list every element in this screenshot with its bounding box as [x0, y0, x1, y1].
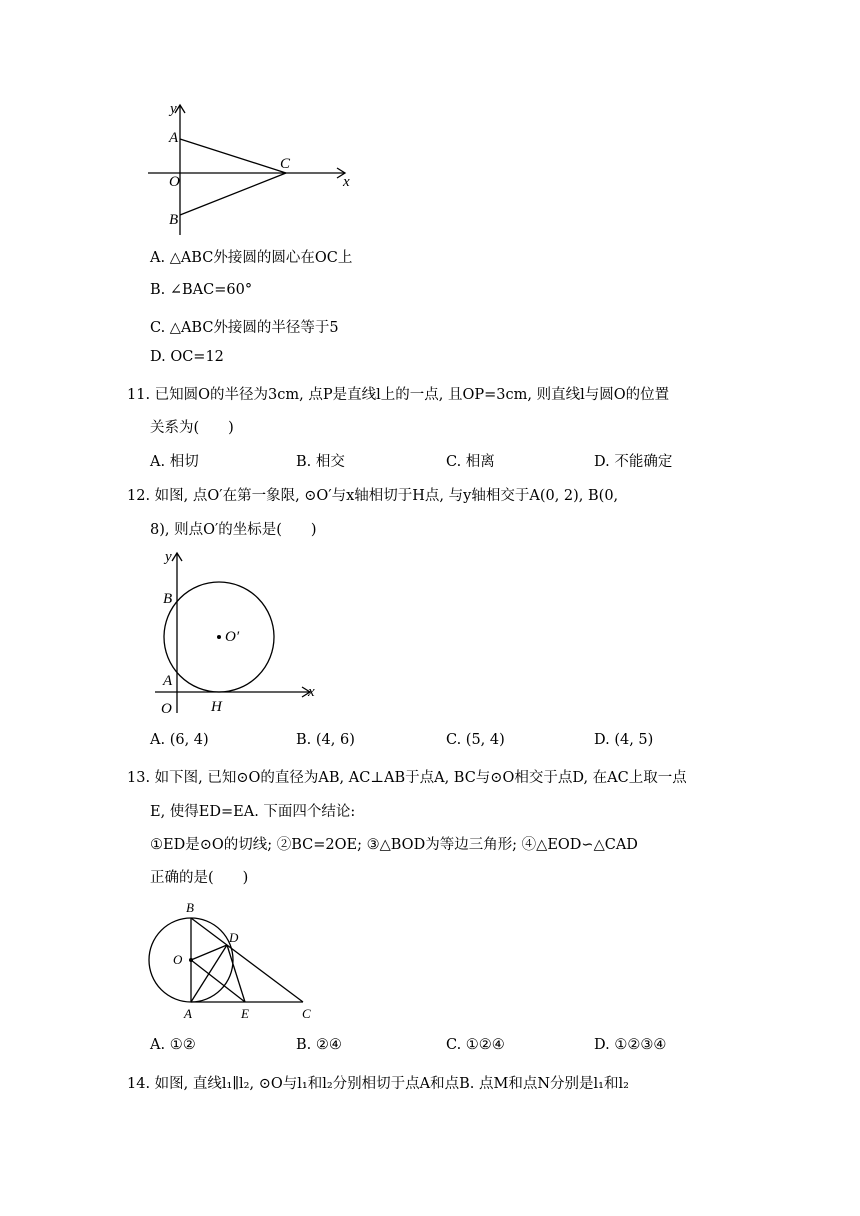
- segment-de: [227, 945, 245, 1002]
- label-o: O: [169, 174, 180, 190]
- label-x: x: [343, 174, 350, 190]
- label-o: O: [173, 952, 183, 967]
- segment-bc: [180, 173, 286, 215]
- label-d: D: [229, 930, 239, 945]
- label-b: B: [186, 900, 194, 915]
- q11-option-a: A. 相切: [150, 454, 199, 470]
- q10-option-c: C. △ABC外接圆的半径等于5: [150, 320, 339, 336]
- q12-option-d: D. (4, 5): [594, 732, 654, 748]
- q12-option-c: C. (5, 4): [446, 732, 505, 748]
- q11-stem-line1: 11. 已知圆O的半径为3cm, 点P是直线l上的一点, 且OP=3cm, 则直线l与圆O的位置: [127, 387, 670, 403]
- label-c: C: [302, 1006, 311, 1021]
- label-a: A: [184, 1006, 192, 1021]
- figure-q12: [145, 545, 335, 725]
- q13-option-b: B. ②④: [296, 1037, 342, 1053]
- q11-stem-line2: 关系为( ): [150, 420, 234, 436]
- q10-option-a: A. △ABC外接圆的圆心在OC上: [150, 250, 353, 266]
- center-o: [189, 958, 193, 962]
- segment-bc: [191, 918, 303, 1002]
- label-x: x: [308, 684, 315, 700]
- label-b: B: [169, 212, 179, 228]
- q11-option-b: B. 相交: [296, 454, 345, 470]
- label-y: y: [165, 549, 172, 565]
- label-y: y: [170, 101, 177, 117]
- q12-stem-line2: 8), 则点O′的坐标是( ): [150, 522, 317, 538]
- label-h: H: [211, 699, 222, 715]
- label-c: C: [280, 156, 291, 172]
- label-e: E: [241, 1006, 249, 1021]
- segment-ac: [180, 139, 286, 173]
- label-a: A: [163, 673, 173, 689]
- q10-option-b: B. ∠BAC=60°: [150, 282, 253, 298]
- label-o: O: [161, 701, 172, 717]
- figure-q10: [140, 95, 370, 245]
- q13-stem-line1: 13. 如下图, 已知⊙O的直径为AB, AC⊥AB于点A, BC与⊙O相交于点D, 在AC上取一点: [127, 770, 687, 786]
- label-a: A: [169, 130, 179, 146]
- q13-option-a: A. ①②: [150, 1037, 196, 1053]
- q11-option-c: C. 相离: [446, 454, 495, 470]
- q13-option-c: C. ①②④: [446, 1037, 505, 1053]
- q13-stem-line4: 正确的是( ): [150, 870, 249, 886]
- q10-option-d: D. OC=12: [150, 349, 224, 365]
- center-o-prime: [217, 635, 221, 639]
- label-o-prime: O′: [225, 629, 240, 645]
- segment-oe: [191, 960, 245, 1002]
- figure-q13: [140, 895, 330, 1025]
- q12-option-a: A. (6, 4): [150, 732, 209, 748]
- label-b: B: [163, 591, 173, 607]
- q12-option-b: B. (4, 6): [296, 732, 355, 748]
- q13-stem-line3: ①ED是⊙O的切线; ②BC=2OE; ③△BOD为等边三角形; ④△EOD∽△CAD: [150, 837, 638, 853]
- q14-stem-line1: 14. 如图, 直线l₁∥l₂, ⊙O与l₁和l₂分别相切于点A和点B. 点M和点N分别是l₁和l₂: [127, 1076, 629, 1092]
- q11-option-d: D. 不能确定: [594, 454, 673, 470]
- q12-stem-line1: 12. 如图, 点O′在第一象限, ⊙O′与x轴相切于H点, 与y轴相交于A(0, 2), B(0,: [127, 488, 619, 504]
- q13-stem-line2: E, 使得ED=EA. 下面四个结论:: [150, 804, 356, 820]
- q13-option-d: D. ①②③④: [594, 1037, 667, 1053]
